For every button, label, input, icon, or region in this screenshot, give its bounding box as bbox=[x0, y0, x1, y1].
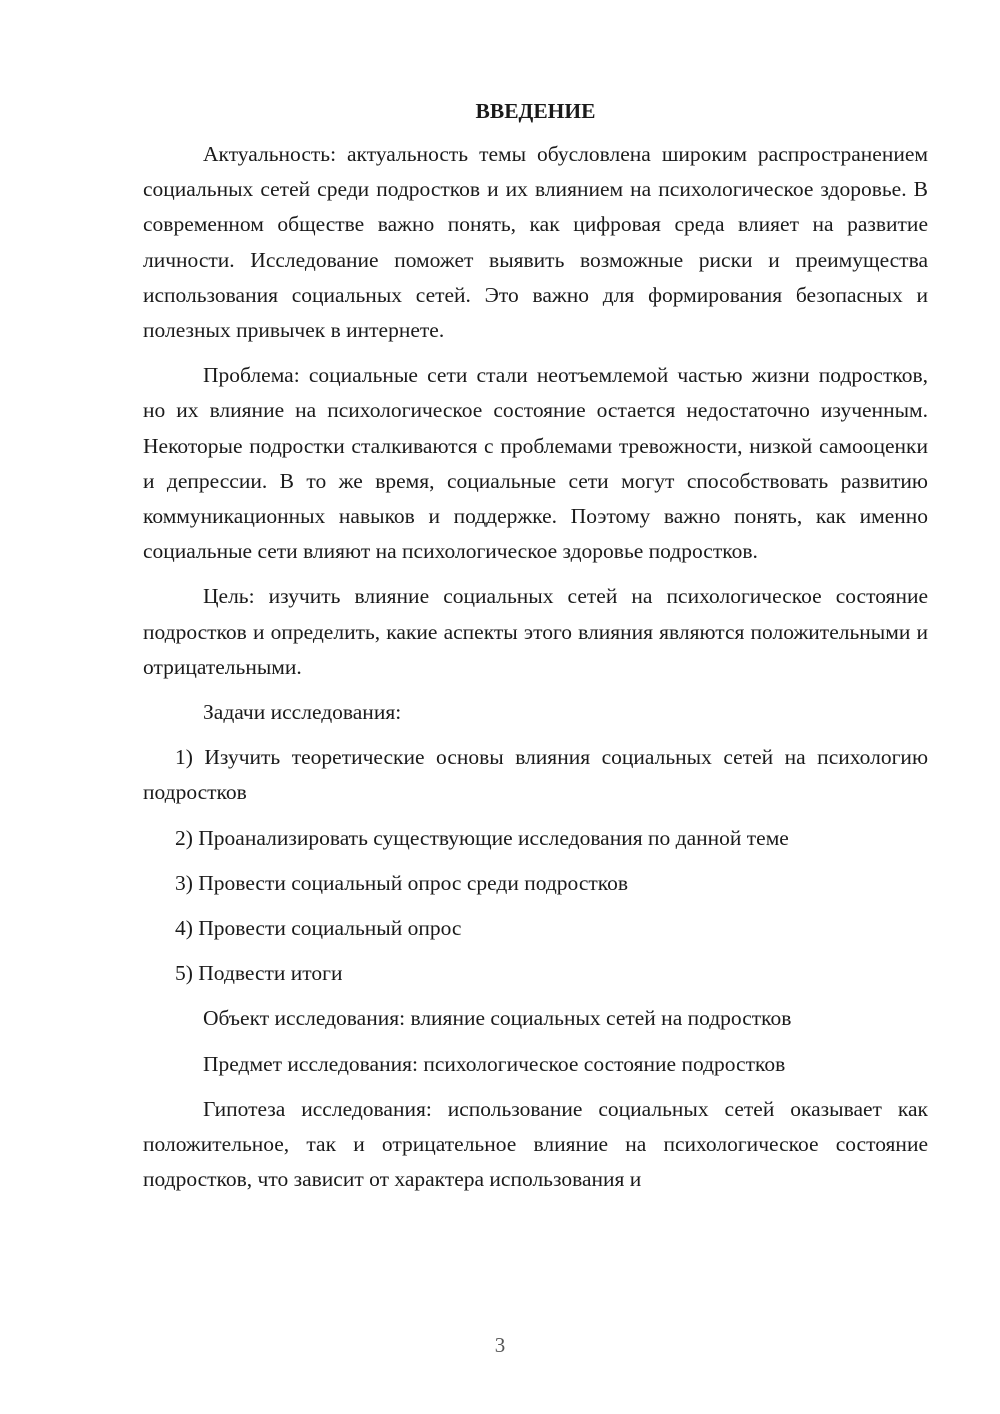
hypothesis-paragraph: Гипотеза исследования: использование социальных сетей оказывает как положительное, так и отрицательное влияние на психологическое состояние подростков, что зависит от характера использования и bbox=[143, 1096, 928, 1192]
task-item-3: 3) Провести социальный опрос среди подростков bbox=[175, 870, 629, 895]
task-item-1: 1) Изучить теоретические основы влияния социальных сетей на психологию подростков bbox=[143, 745, 928, 805]
goal-paragraph: Цель: изучить влияние социальных сетей на психологическое состояние подростков и определить, какие аспекты этого влияния являются положительными и отрицательными. bbox=[143, 584, 928, 679]
problem-paragraph: Проблема: социальные сети стали неотъемлемой частью жизни подростков, но их влияние на психологическое состояние остается недостаточно изученным. Некоторые подростки сталкиваются с проблемами тревожности, низкой самооценки и депрессии. В то же время, социальные сети могут способствовать развитию коммуникационных навыков и поддержке. Поэтому важно понять, как именно социальные сети влияют на психологическое здоровье подростков. bbox=[143, 363, 928, 564]
task-item-2: 2) Проанализировать существующие исследования по данной теме bbox=[175, 825, 789, 850]
research-object: Объект исследования: влияние социальных сетей на подростков bbox=[203, 1006, 792, 1031]
task-item-5: 5) Подвести итоги bbox=[175, 961, 343, 986]
tasks-heading: Задачи исследования: bbox=[203, 700, 402, 725]
task-item-4: 4) Провести социальный опрос bbox=[175, 916, 462, 941]
research-subject: Предмет исследования: психологическое состояние подростков bbox=[203, 1051, 786, 1076]
relevance-paragraph: Актуальность: актуальность темы обусловлена широким распространением социальных сетей среди подростков и их влиянием на психологическое здоровье. В современном обществе важно понять, как цифровая среда влияет на развитие личности. Исследование поможет выявить возможные риски и преимущества использования социальных сетей. Это важно для формирования безопасных и полезных привычек в интернете. bbox=[143, 142, 928, 343]
section-title: ВВЕДЕНИЕ bbox=[475, 99, 596, 123]
page-number: 3 bbox=[494, 1333, 506, 1357]
page-content bbox=[143, 94, 928, 1197]
